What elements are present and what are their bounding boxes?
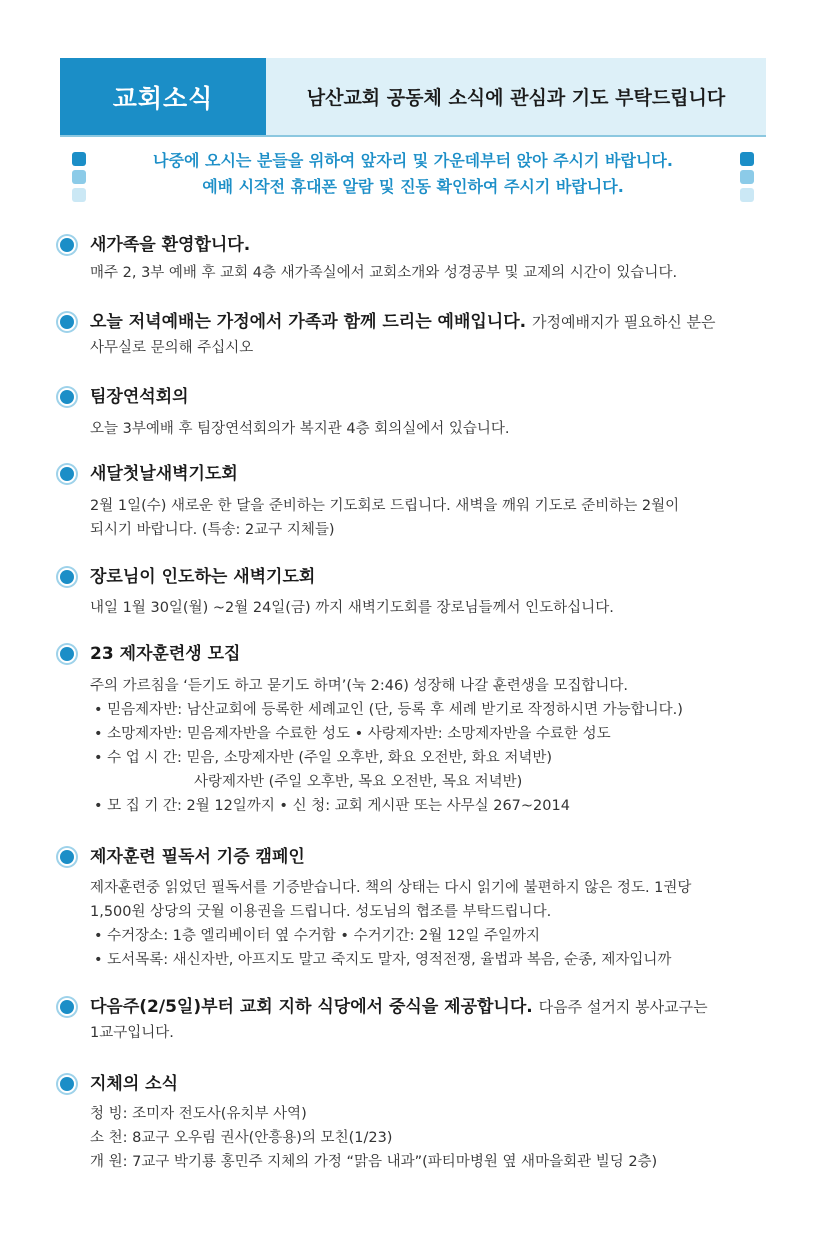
section-member-news — [60, 1072, 766, 1174]
section-text: 사무실로 문의해 주십시오 — [90, 340, 254, 356]
square-decoration-left — [72, 152, 86, 206]
header-subtitle: 남산교회 공동체 소식에 관심과 기도 부탁드립니다 — [266, 58, 766, 135]
section-title: 팀장연석회의 — [90, 387, 189, 407]
section-title: 23 제자훈련생 모집 — [90, 644, 241, 664]
section-title: 다음주(2/5일)부터 교회 지하 식당에서 중식을 제공합니다. — [90, 997, 533, 1017]
section-team-meeting — [60, 385, 766, 441]
section-text: 개 원: 7교구 박기룡 홍민주 지체의 가정 “맑음 내과”(파티마병원 옆 새마을회관 빌딩 2층) — [90, 1154, 658, 1170]
section-book-campaign — [60, 845, 766, 972]
notice-line: 예배 시작전 휴대폰 알람 및 진동 확인하여 주시기 바랍니다. — [202, 177, 624, 196]
section-title-tail: 가정예배지가 필요하신 분은 — [532, 313, 716, 331]
section-text: 제자훈련중 읽었던 필독서를 기증받습니다. 책의 상태는 다시 읽기에 불편하지 않은 정도. 1권당 — [90, 880, 692, 896]
section-lunch — [60, 995, 766, 1045]
section-text: • 수거장소: 1층 엘리베이터 옆 수거함 • 수거기간: 2월 12일 주일까지 — [94, 928, 541, 944]
section-text: 1교구입니다. — [90, 1025, 174, 1041]
section-text: 청 빙: 조미자 전도사(유치부 사역) — [90, 1106, 307, 1122]
section-text: 주의 가르침을 ‘듣기도 하고 묻기도 하며’(눅 2:46) 성장해 나갈 훈련생을 모집합니다. — [90, 678, 629, 694]
circle-bullet-icon — [60, 467, 74, 481]
circle-bullet-icon — [60, 238, 74, 252]
notice-box — [60, 148, 766, 208]
section-text: 내일 1월 30일(월) ~2월 24일(금) 까지 새벽기도회를 장로님들께서 인도하십니다. — [90, 600, 614, 616]
section-title: 장로님이 인도하는 새벽기도회 — [90, 567, 316, 587]
section-disciple-recruit — [60, 642, 766, 818]
circle-bullet-icon — [60, 850, 74, 864]
section-title: 오늘 저녁예배는 가정에서 가족과 함께 드리는 예배입니다. — [90, 312, 527, 332]
notice-line: 나중에 오시는 분들을 위하여 앞자리 및 가운데부터 앉아 주시기 바랍니다. — [153, 151, 673, 170]
section-title: 제자훈련 필독서 기증 캠페인 — [90, 847, 305, 867]
square-decoration-right — [740, 152, 754, 206]
section-text: 오늘 3부예배 후 팀장연석회의가 복지관 4층 회의실에서 있습니다. — [90, 421, 510, 437]
section-title: 새가족을 환영합니다. — [90, 235, 251, 255]
section-text: 사랑제자반 (주일 오후반, 목요 오전반, 목요 저녁반) — [194, 774, 523, 790]
circle-bullet-icon — [60, 390, 74, 404]
circle-bullet-icon — [60, 1000, 74, 1014]
section-text: 되시기 바랍니다. (특송: 2교구 지체들) — [90, 522, 335, 538]
section-title: 새달첫날새벽기도회 — [90, 464, 238, 484]
section-text: • 도서목록: 새신자반, 아프지도 말고 죽지도 말자, 영적전쟁, 율법과 복음, 순종, 제자입니까 — [94, 952, 672, 968]
section-text: • 모 집 기 간: 2월 12일까지 • 신 청: 교회 게시판 또는 사무실 267~2014 — [94, 798, 570, 814]
section-text: 매주 2, 3부 예배 후 교회 4층 새가족실에서 교회소개와 성경공부 및 교제의 시간이 있습니다. — [90, 265, 678, 281]
header-banner — [60, 58, 766, 137]
section-title-tail: 다음주 설거지 봉사교구는 — [538, 998, 708, 1016]
circle-bullet-icon — [60, 570, 74, 584]
section-elder-prayer — [60, 565, 766, 620]
header-title: 교회소식 — [60, 58, 266, 135]
section-text: • 소망제자반: 믿음제자반을 수료한 성도 • 사랑제자반: 소망제자반을 수료한 성도 — [94, 726, 611, 742]
section-text: • 수 업 시 간: 믿음, 소망제자반 (주일 오후반, 화요 오전반, 화요 저녁반) — [94, 750, 553, 766]
section-new-family — [60, 233, 766, 285]
section-text: 2월 1일(수) 새로운 한 달을 준비하는 기도회로 드립니다. 새벽을 깨워 기도로 준비하는 2월이 — [90, 498, 680, 514]
section-dawn-prayer — [60, 462, 766, 542]
section-text: • 믿음제자반: 남산교회에 등록한 세례교인 (단, 등록 후 세례 받기로 작정하시면 가능합니다.) — [94, 702, 683, 718]
section-text: 소 천: 8교구 오우림 권사(안흥용)의 모친(1/23) — [90, 1130, 393, 1146]
circle-bullet-icon — [60, 647, 74, 661]
section-text: 1,500원 상당의 굿월 이용권을 드립니다. 성도님의 협조를 부탁드립니다. — [90, 904, 552, 920]
section-title: 지체의 소식 — [90, 1074, 179, 1094]
section-family-worship — [60, 310, 766, 360]
circle-bullet-icon — [60, 315, 74, 329]
circle-bullet-icon — [60, 1077, 74, 1091]
